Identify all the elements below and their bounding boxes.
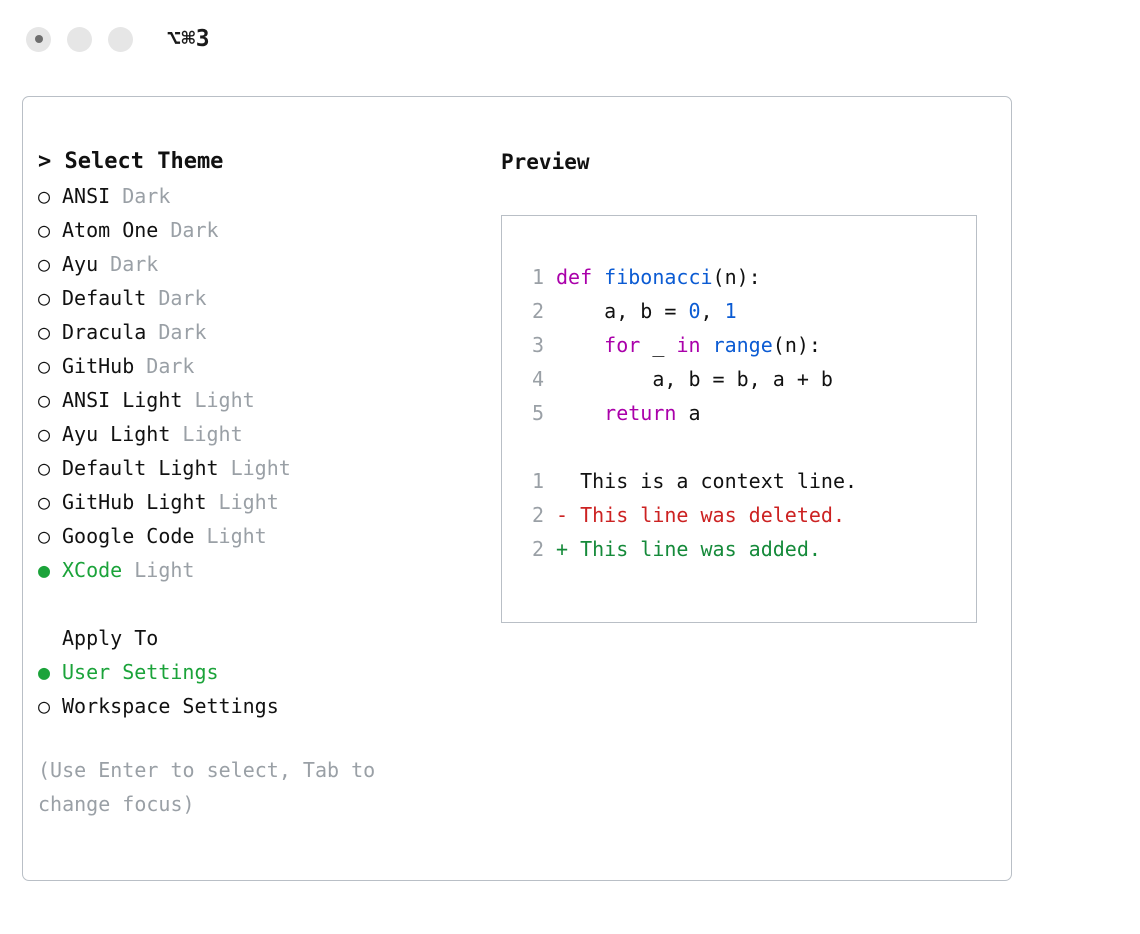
theme-variant: Light	[206, 524, 267, 548]
code-line	[522, 294, 976, 328]
line-number: 1	[531, 469, 544, 493]
code-line	[522, 396, 976, 430]
radio-unselected-icon: ○	[38, 422, 51, 446]
code-token: for	[604, 333, 653, 357]
code-token: _	[652, 333, 677, 357]
theme-option-google-code[interactable]	[38, 519, 488, 553]
code-token: (n):	[772, 333, 821, 357]
theme-variant: Dark	[158, 320, 207, 344]
radio-unselected-icon: ○	[38, 252, 51, 276]
theme-variant: Dark	[158, 286, 207, 310]
theme-variant: Light	[218, 490, 279, 514]
apply-to-label: Workspace Settings	[62, 694, 279, 718]
keyboard-hint: (Use Enter to select, Tab to change focus)	[38, 758, 388, 816]
code-spacer	[522, 430, 976, 464]
window-controls	[26, 27, 133, 52]
theme-variant: Light	[230, 456, 291, 480]
theme-option-ansi[interactable]	[38, 179, 488, 213]
code-token: 1	[724, 299, 737, 323]
theme-name: XCode	[62, 558, 135, 582]
window-dot-2-icon[interactable]	[67, 27, 92, 52]
code-line	[522, 362, 976, 396]
theme-variant: Dark	[122, 184, 171, 208]
theme-name: Atom One	[62, 218, 171, 242]
theme-option-default-light[interactable]	[38, 451, 488, 485]
code-token: def	[556, 265, 605, 289]
code-token: 0	[688, 299, 701, 323]
theme-option-atom-one[interactable]	[38, 213, 488, 247]
theme-option-default[interactable]	[38, 281, 488, 315]
code-token: range	[712, 333, 773, 357]
theme-name: GitHub Light	[62, 490, 219, 514]
theme-name: ANSI Light	[62, 388, 195, 412]
theme-option-ansi-light[interactable]	[38, 383, 488, 417]
code-line	[522, 260, 976, 294]
code-token: fibonacci	[604, 265, 713, 289]
code-token	[556, 401, 604, 425]
code-token: a	[688, 401, 701, 425]
diff-text: - This line was deleted.	[556, 503, 845, 527]
theme-variant: Dark	[110, 252, 159, 276]
diff-line	[522, 532, 976, 566]
theme-option-ayu[interactable]	[38, 247, 488, 281]
line-number: 2	[531, 299, 544, 323]
code-token: a, b =	[556, 299, 689, 323]
theme-list	[38, 179, 488, 587]
theme-name: Dracula	[62, 320, 159, 344]
radio-unselected-icon: ○	[38, 218, 51, 242]
radio-unselected-icon: ○	[38, 286, 51, 310]
code-token: in	[676, 333, 713, 357]
theme-name: Ayu	[62, 252, 111, 276]
diff-line	[522, 464, 976, 498]
apply-to-label: User Settings	[62, 660, 219, 684]
code-token: a, b = b, a + b	[556, 367, 833, 391]
select-theme-heading: > Select Theme	[38, 149, 224, 174]
line-number: 4	[531, 367, 544, 391]
theme-name: GitHub	[62, 354, 147, 378]
theme-name: ANSI	[62, 184, 123, 208]
radio-unselected-icon: ○	[38, 354, 51, 378]
theme-name: Google Code	[62, 524, 207, 548]
preview-column	[501, 145, 991, 623]
theme-variant: Light	[134, 558, 195, 582]
theme-selector-column	[38, 145, 488, 821]
radio-unselected-icon: ○	[38, 524, 51, 548]
radio-unselected-icon: ○	[38, 388, 51, 412]
apply-to-option-user-settings[interactable]	[38, 655, 488, 689]
code-line	[522, 328, 976, 362]
preview-box	[501, 215, 977, 623]
spacer	[38, 587, 488, 621]
diff-line	[522, 498, 976, 532]
radio-unselected-icon: ○	[38, 456, 51, 480]
theme-option-github[interactable]	[38, 349, 488, 383]
diff-text: + This line was added.	[556, 537, 821, 561]
title-bar	[0, 0, 1140, 78]
radio-selected-icon: ●	[38, 660, 51, 684]
theme-name: Default Light	[62, 456, 231, 480]
line-number: 1	[531, 265, 544, 289]
apply-to-option-workspace-settings[interactable]	[38, 689, 488, 723]
line-number: 5	[531, 401, 544, 425]
radio-unselected-icon: ○	[38, 490, 51, 514]
diff-text: This is a context line.	[556, 469, 858, 493]
theme-name: Ayu Light	[62, 422, 183, 446]
theme-variant: Light	[194, 388, 255, 412]
main-panel	[22, 96, 1012, 881]
code-token: ,	[700, 299, 725, 323]
window-dot-1-icon[interactable]	[26, 27, 51, 52]
radio-unselected-icon: ○	[38, 320, 51, 344]
window-dot-1-inner	[35, 35, 43, 43]
shortcut-label: ⌥⌘3	[167, 26, 211, 52]
apply-to-list	[38, 655, 488, 723]
theme-option-xcode[interactable]	[38, 553, 488, 587]
code-token: (n):	[712, 265, 761, 289]
radio-unselected-icon: ○	[38, 694, 51, 718]
theme-variant: Dark	[170, 218, 219, 242]
code-sample	[522, 260, 976, 430]
apply-to-heading: Apply To	[62, 626, 159, 650]
theme-option-dracula[interactable]	[38, 315, 488, 349]
diff-sample	[522, 464, 976, 566]
theme-option-ayu-light[interactable]	[38, 417, 488, 451]
code-token: return	[604, 401, 689, 425]
preview-title: Preview	[501, 150, 590, 174]
theme-option-github-light[interactable]	[38, 485, 488, 519]
window-dot-3-icon[interactable]	[108, 27, 133, 52]
radio-unselected-icon: ○	[38, 184, 51, 208]
theme-name: Default	[62, 286, 159, 310]
line-number: 3	[531, 333, 544, 357]
line-number: 2	[531, 503, 544, 527]
theme-variant: Light	[182, 422, 243, 446]
code-token	[556, 333, 604, 357]
radio-selected-icon: ●	[38, 558, 51, 582]
theme-variant: Dark	[146, 354, 195, 378]
line-number: 2	[531, 537, 544, 561]
